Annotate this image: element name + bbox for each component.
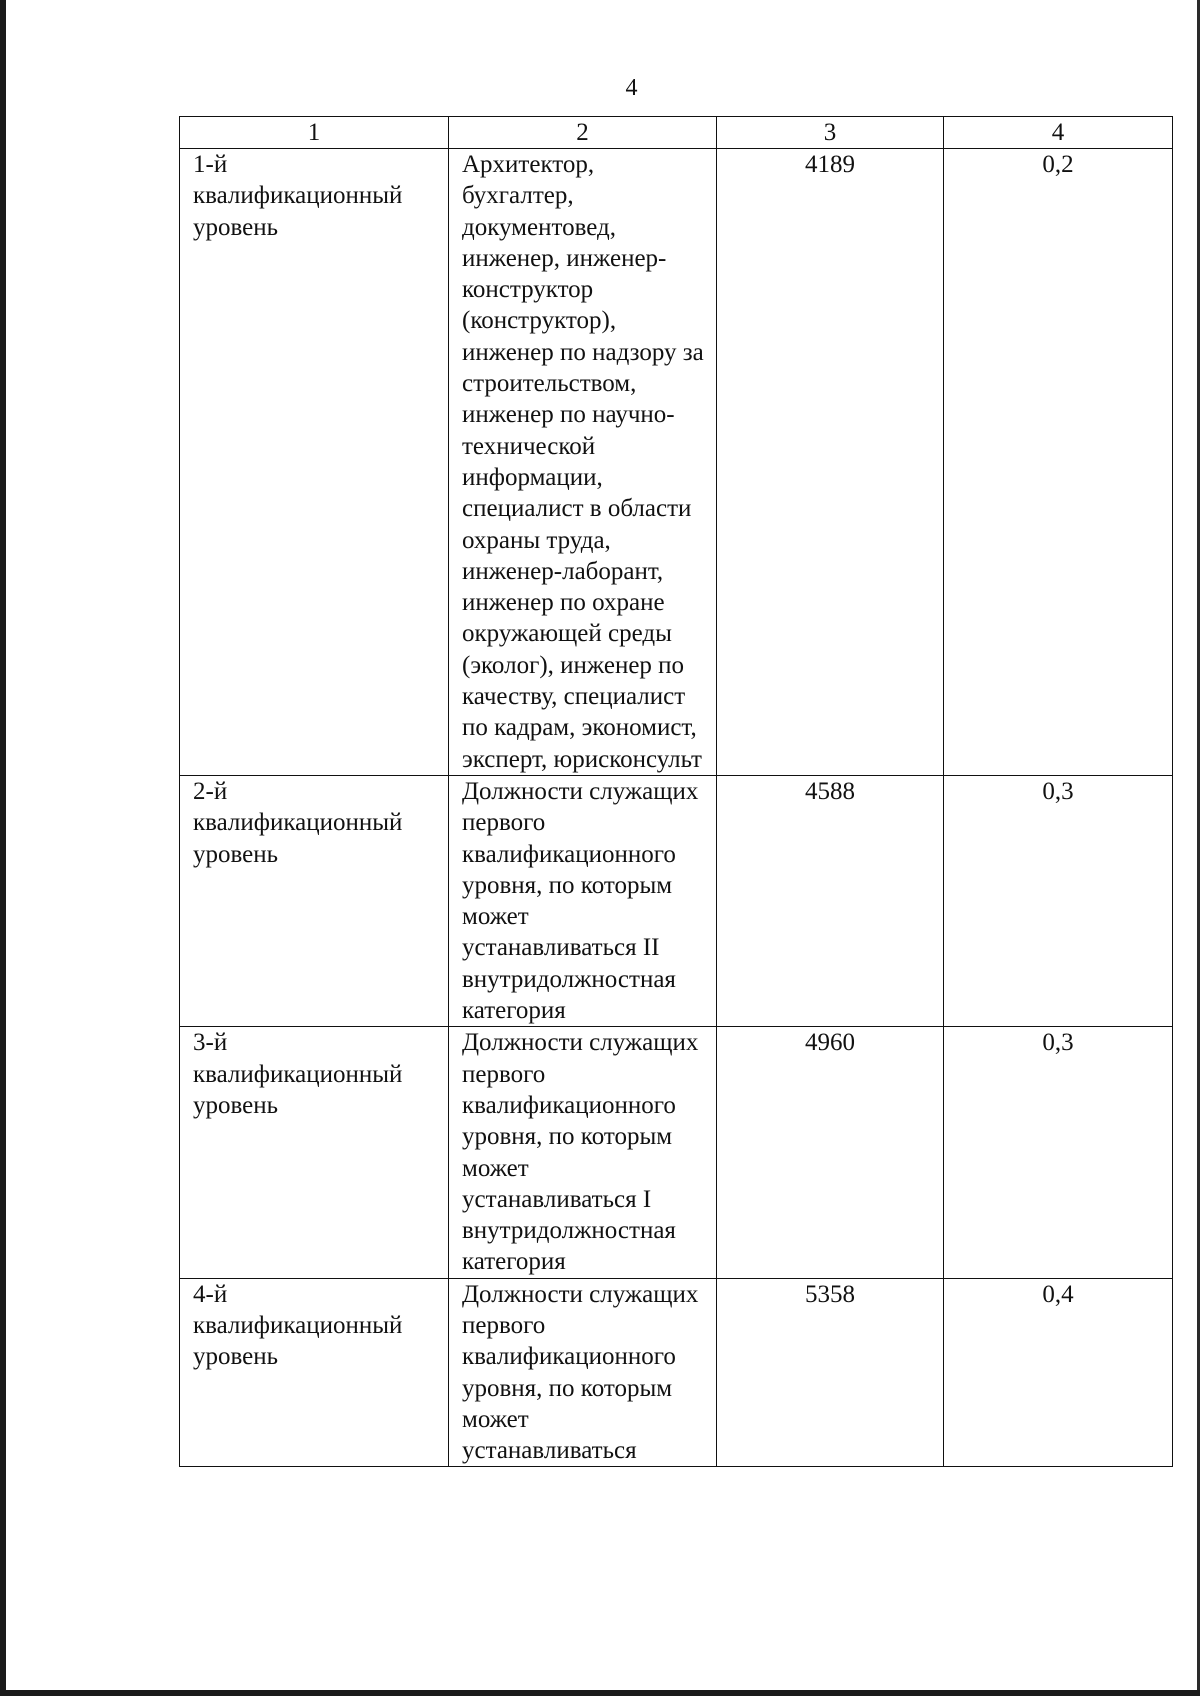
level-cell: 1-й квалификационный уровень [180,149,449,776]
table-row [180,1278,1173,1467]
salary-cell: 4189 [717,149,944,776]
salary-cell: 5358 [717,1278,944,1467]
table-row [180,1027,1173,1278]
positions-cell: Должности служащих первого квалификационного уровня, по которым может устанавливаться [449,1278,717,1467]
positions-cell: Должности служащих первого квалификационного уровня, по которым может устанавливаться II внутридолжностная категория [449,775,717,1026]
level-cell: 2-й квалификационный уровень [180,775,449,1026]
header-cell: 1 [180,117,449,149]
scan-edge-left [0,0,6,1696]
positions-cell: Должности служащих первого квалификационного уровня, по которым может устанавливаться I внутридолжностная категория [449,1027,717,1278]
level-cell: 3-й квалификационный уровень [180,1027,449,1278]
scan-edge-bottom [0,1690,1200,1696]
table-row [180,149,1173,776]
table-row [180,775,1173,1026]
coefficient-cell: 0,3 [944,1027,1173,1278]
header-cell: 3 [717,117,944,149]
salary-cell: 4960 [717,1027,944,1278]
coefficient-cell: 0,2 [944,149,1173,776]
coefficient-cell: 0,3 [944,775,1173,1026]
table-header-row [180,117,1173,149]
header-cell: 2 [449,117,717,149]
coefficient-cell: 0,4 [944,1278,1173,1467]
qualification-table [179,116,1173,1467]
header-cell: 4 [944,117,1173,149]
salary-cell: 4588 [717,775,944,1026]
positions-cell: Архитектор, бухгалтер, документовед, инженер, инженер-конструктор (конструктор), инженер по надзору за строительством, инженер по научно-технической информации, специалист в области охраны труда, инженер-лаборант, инженер по охране окружающей среды (эколог), инженер по качеству, специалист по кадрам, экономист, эксперт, юрисконсульт [449,149,717,776]
page-number: 4 [625,75,638,101]
level-cell: 4-й квалификационный уровень [180,1278,449,1467]
